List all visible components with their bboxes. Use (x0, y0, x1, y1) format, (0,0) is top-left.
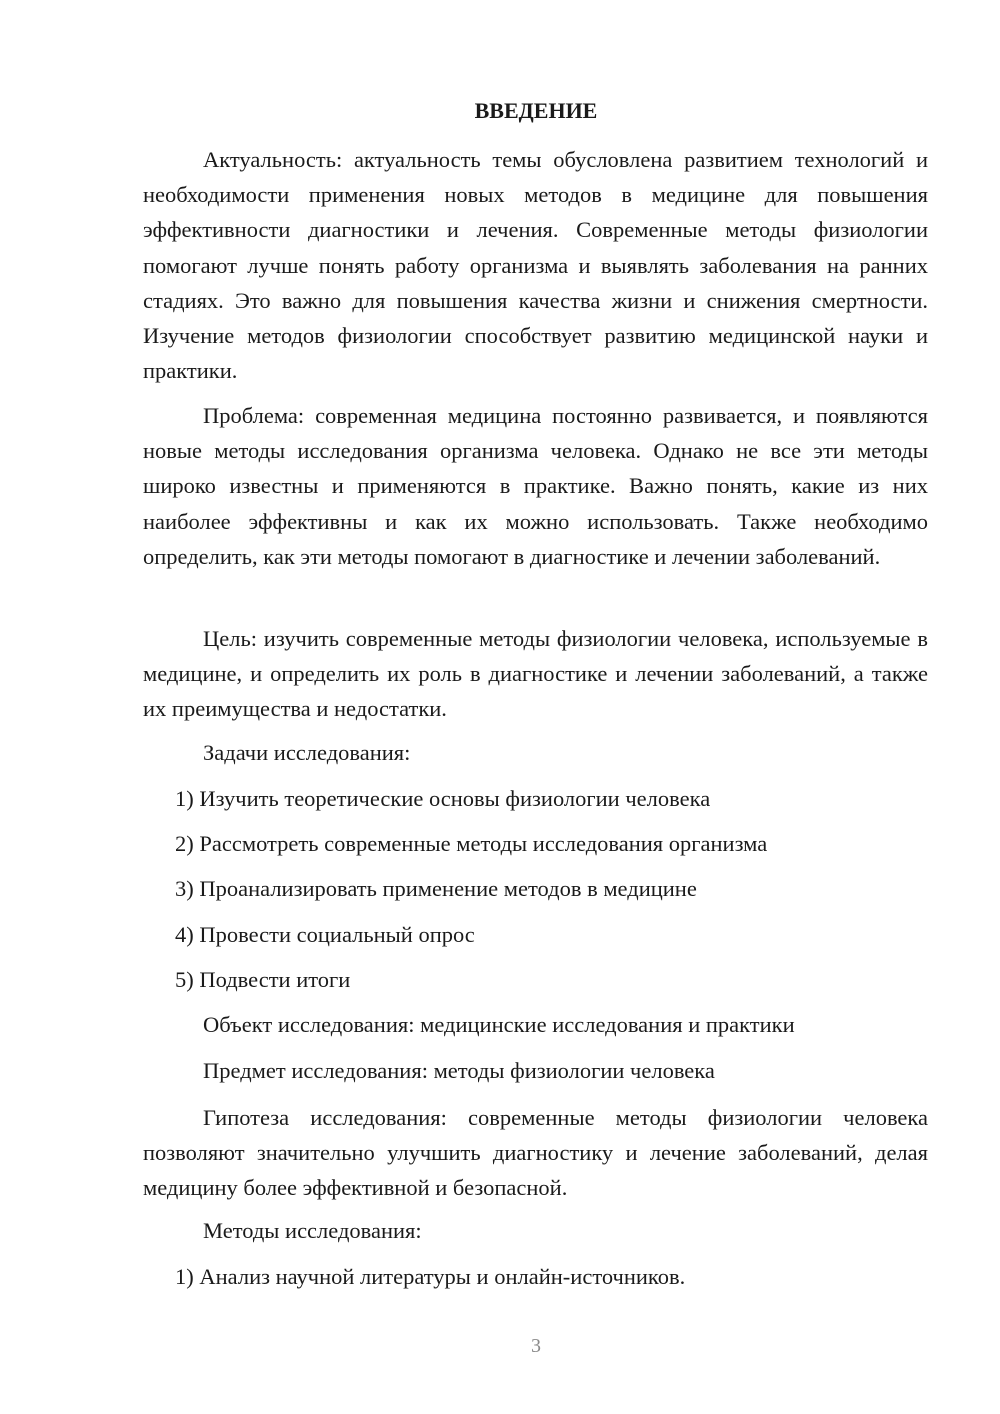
page-title: ВВЕДЕНИЕ (474, 98, 598, 123)
goal-paragraph: Цель: изучить современные методы физиологии человека, используемые в медицине, и определить их роль в диагностике и лечении заболеваний, а также их преимущества и недостатки. (143, 626, 928, 722)
task-item-3: 3) Проанализировать применение методов в медицине (175, 876, 697, 901)
task-item-1: 1) Изучить теоретические основы физиологии человека (175, 786, 711, 811)
method-item-1: 1) Анализ научной литературы и онлайн-источников. (175, 1264, 686, 1289)
task-item-2: 2) Рассмотреть современные методы исследования организма (175, 831, 768, 856)
tasks-title: Задачи исследования: (203, 740, 411, 765)
relevance-paragraph: Актуальность: актуальность темы обусловлена развитием технологий и необходимости применения новых методов в медицине для повышения эффективности диагностики и лечения. Современные методы физиологии помогают лучше понять работу организма и выявлять заболевания на ранних стадиях. Это важно для повышения качества жизни и снижения смертности. Изучение методов физиологии способствует развитию медицинской науки и практики. (143, 147, 928, 384)
methods-title: Методы исследования: (203, 1218, 422, 1243)
hypothesis-paragraph: Гипотеза исследования: современные методы физиологии человека позволяют значительно улучшить диагностику и лечение заболеваний, делая медицину более эффективной и безопасной. (143, 1105, 928, 1201)
subject-line: Предмет исследования: методы физиологии человека (203, 1058, 715, 1083)
task-item-4: 4) Провести социальный опрос (175, 922, 475, 947)
problem-paragraph: Проблема: современная медицина постоянно развивается, и появляются новые методы исследования организма человека. Однако не все эти методы широко известны и применяются в практике. Важно понять, какие из них наиболее эффективны и как их можно использовать. Также необходимо определить, как эти методы помогают в диагностике и лечении заболеваний. (143, 403, 928, 569)
page-number: 3 (531, 1335, 541, 1357)
object-line: Объект исследования: медицинские исследования и практики (203, 1012, 795, 1037)
task-item-5: 5) Подвести итоги (175, 967, 351, 992)
